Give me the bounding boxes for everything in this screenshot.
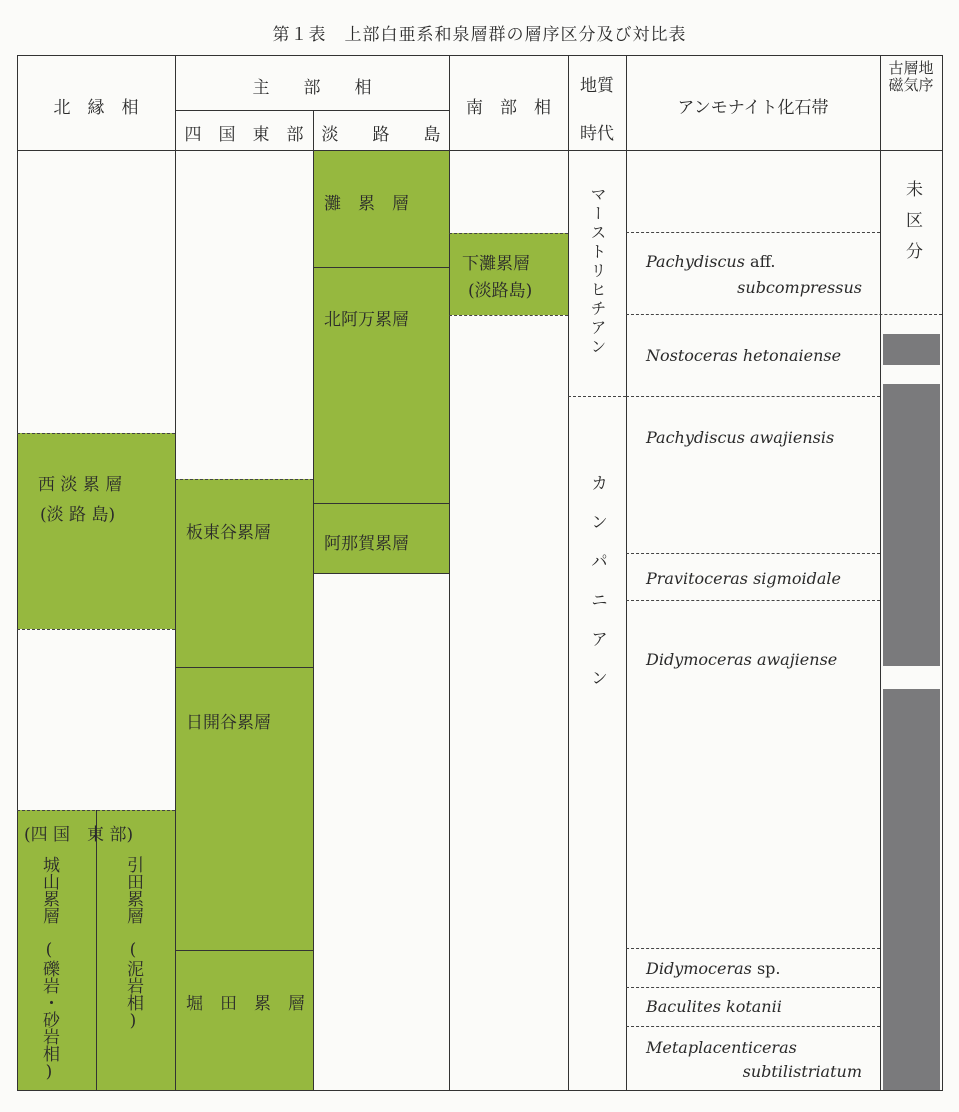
header-age-line2: 時代 bbox=[580, 124, 614, 144]
kitaama-formation-label: 北阿万累層 bbox=[324, 310, 409, 330]
shimonada-top-dashed bbox=[449, 233, 568, 234]
header-ammonite-zones: アンモナイト化石帯 bbox=[677, 98, 829, 118]
zone-genus: Didymoceras bbox=[646, 959, 752, 978]
header-bottom bbox=[17, 150, 942, 151]
hikita-formation-label: 引田累層 bbox=[123, 856, 143, 924]
col-line-5 bbox=[626, 55, 627, 1091]
horita-formation-cell bbox=[175, 950, 313, 1090]
anaga-formation-label: 阿那賀累層 bbox=[324, 534, 409, 554]
hikai-horita-boundary bbox=[175, 950, 313, 951]
campanian-age-label: カンパニアン bbox=[587, 474, 607, 708]
nada-kitaama-boundary bbox=[313, 267, 449, 268]
frame-left bbox=[17, 55, 18, 1091]
header-shikoku-east: 四 国 東 部 bbox=[184, 125, 304, 145]
shimonada-formation-cell bbox=[449, 233, 568, 315]
ammonite-zone-metaplacenticeras: Metaplacenticeras bbox=[646, 1038, 797, 1057]
horita-formation-label: 堀 田 累 層 bbox=[186, 994, 305, 1014]
ammonite-zone-line-6 bbox=[626, 948, 880, 949]
shimonada-location-label: (淡路島) bbox=[468, 281, 533, 301]
ammonite-zone-didymoceras-sp bbox=[646, 959, 781, 978]
ammonite-zone-subtilistriatum: subtilistriatum bbox=[742, 1062, 862, 1081]
ammonite-zone-line-3 bbox=[626, 396, 880, 397]
anaga-bottom-boundary bbox=[313, 573, 449, 574]
magnetozone-1 bbox=[883, 334, 940, 365]
ammonite-zone-line-7 bbox=[626, 987, 880, 988]
header-age-line1: 地質 bbox=[580, 76, 614, 96]
frame-right bbox=[942, 55, 943, 1091]
header-main-facies: 主 部 相 bbox=[252, 78, 372, 98]
hikita-facies-label: (泥岩相) bbox=[123, 940, 143, 1031]
ammonite-zone-pravitoceras: Pravitoceras sigmoidale bbox=[646, 569, 841, 588]
itano-hikai-boundary bbox=[175, 667, 313, 668]
itano-formation-cell bbox=[175, 479, 313, 667]
age-boundary-dashed bbox=[568, 396, 626, 397]
ammonite-zone-pachydiscus-aff bbox=[646, 252, 775, 271]
zone-genus: Pachydiscus bbox=[646, 252, 745, 271]
table-title: 第１表 上部白亜系和泉層群の層序区分及び対比表 bbox=[272, 25, 687, 45]
ammonite-zone-didymoceras-awajiense: Didymoceras awajiense bbox=[646, 650, 838, 669]
itano-top-dashed bbox=[175, 479, 313, 480]
seidan-location-label: (淡 路 島) bbox=[40, 505, 116, 525]
hikai-formation-label: 日開谷累層 bbox=[186, 713, 271, 733]
ammonite-zone-subcompressus: subcompressus bbox=[737, 278, 862, 297]
seidan-bottom-dashed bbox=[17, 629, 175, 630]
ammonite-zone-line-1 bbox=[626, 232, 880, 233]
frame-top bbox=[17, 55, 942, 56]
nada-formation-label: 灘 累 層 bbox=[324, 194, 409, 214]
joyama-facies-label: (礫岩・砂岩相) bbox=[39, 940, 59, 1082]
north-subcol-line bbox=[96, 810, 97, 1091]
itano-formation-label: 板東谷累層 bbox=[186, 523, 271, 543]
maastrichtian-age-label: マーストリヒチアン bbox=[588, 186, 607, 357]
magnetozone-2 bbox=[883, 384, 940, 666]
frame-bottom bbox=[17, 1090, 942, 1091]
header-south-facies: 南 部 相 bbox=[466, 98, 551, 118]
ammonite-zone-line-8 bbox=[626, 1026, 880, 1027]
col-line-3 bbox=[449, 55, 450, 1091]
ammonite-zone-pachydiscus-awajiensis: Pachydiscus awajiensis bbox=[646, 428, 835, 447]
shimonada-formation-label: 下灘累層 bbox=[462, 254, 530, 274]
kitaama-anaga-boundary bbox=[313, 503, 449, 504]
ammonite-zone-baculites: Baculites kotanii bbox=[646, 997, 782, 1016]
ammonite-zone-nostoceras: Nostoceras hetonaiense bbox=[646, 346, 842, 365]
kitaama-formation-cell bbox=[313, 267, 449, 503]
col-line-1 bbox=[175, 55, 176, 1091]
seidan-top-dashed bbox=[17, 433, 175, 434]
ammonite-zone-line-4 bbox=[626, 553, 880, 554]
paleomag-undivided-label: 未区分 bbox=[902, 180, 922, 273]
north-shikoku-top-dashed bbox=[17, 810, 175, 811]
main-header-divider bbox=[175, 110, 449, 111]
joyama-formation-label: 城山累層 bbox=[39, 856, 59, 924]
shikoku-east-note: (四 国 東 部) bbox=[24, 825, 134, 845]
magnetozone-3 bbox=[883, 689, 940, 1090]
shimonada-bottom-dashed bbox=[449, 315, 568, 316]
ammonite-zone-line-2 bbox=[626, 314, 942, 315]
zone-qualifier: sp. bbox=[756, 959, 781, 978]
header-paleomagnetic: 古層地磁気序 bbox=[888, 59, 934, 94]
seidan-formation-cell bbox=[17, 433, 175, 629]
seidan-formation-label: 西 淡 累 層 bbox=[38, 475, 123, 495]
col-line-4 bbox=[568, 55, 569, 1091]
header-awaji: 淡 路 島 bbox=[321, 125, 441, 145]
ammonite-zone-line-5 bbox=[626, 600, 880, 601]
col-line-6 bbox=[880, 55, 881, 1091]
header-north-margin: 北 縁 相 bbox=[53, 98, 139, 118]
zone-qualifier: aff. bbox=[750, 252, 776, 271]
col-line-2 bbox=[313, 110, 314, 1091]
